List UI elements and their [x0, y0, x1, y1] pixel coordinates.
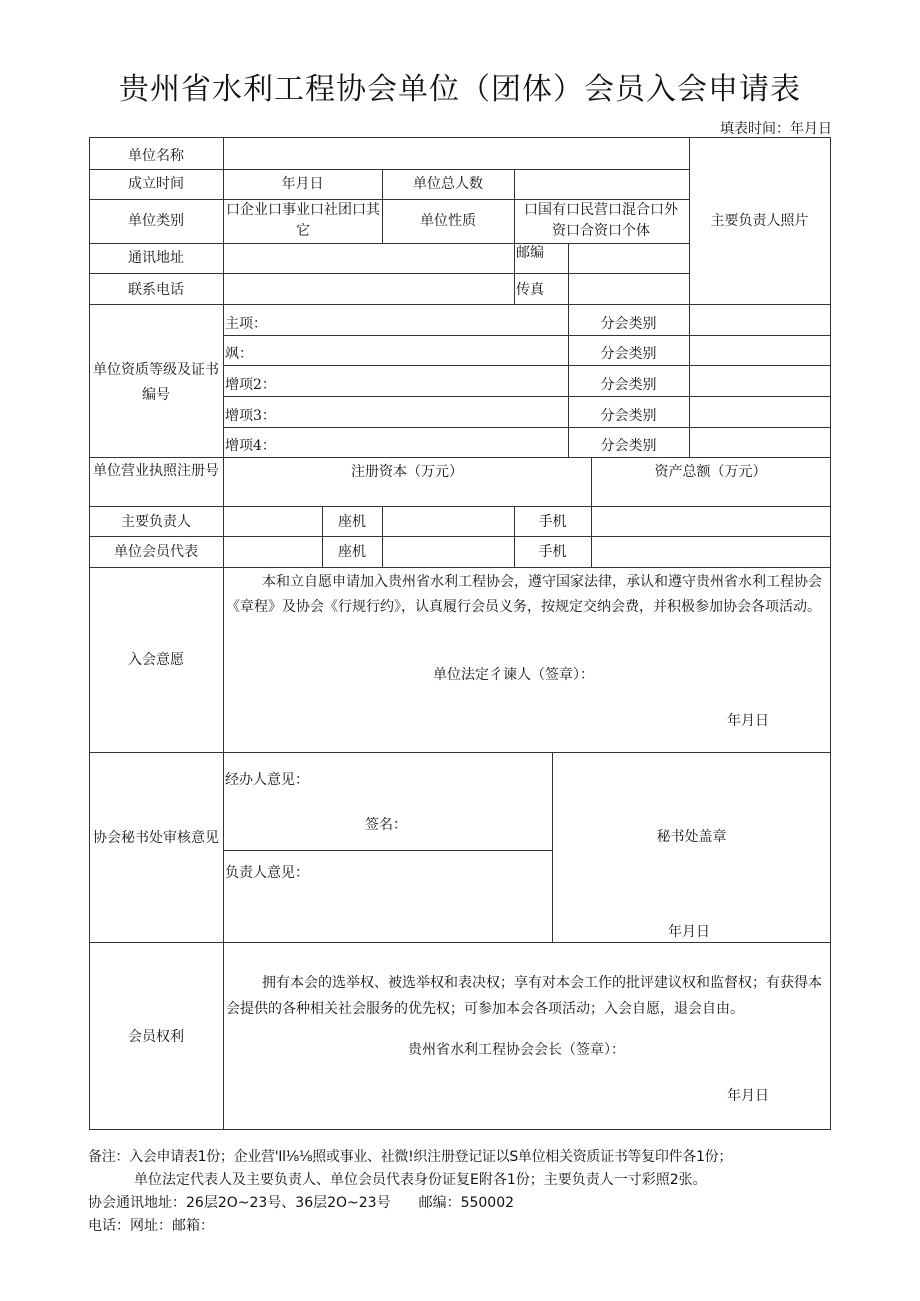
- label-unit-type: 单位类别: [128, 213, 184, 229]
- qual-item: 增项3：: [225, 408, 276, 424]
- label-address: 通讯地址: [128, 250, 184, 266]
- qual-item: 飒：: [225, 346, 253, 362]
- label-branch: 分会类别: [600, 377, 657, 393]
- label-landline: 座机: [338, 544, 366, 560]
- review-date: 年月日: [668, 924, 710, 940]
- rights-date: 年月日: [727, 1088, 769, 1104]
- intent-date: 年月日: [727, 713, 769, 729]
- qual-item: 增项2：: [225, 377, 276, 393]
- label-photo: 主要负责人照片: [710, 213, 809, 229]
- label-qualification: 单位资质等级及证书编号: [93, 362, 219, 403]
- label-reg-capital: 注册资本（万元）: [351, 464, 463, 480]
- label-branch: 分会类别: [600, 438, 657, 454]
- unit-nature-options: 口国有口民营口混合口外资口合资口个体: [524, 202, 678, 239]
- label-total-assets: 资产总额（万元）: [654, 464, 767, 480]
- label-mobile: 手机: [538, 514, 567, 530]
- note-line-3: 协会通讯地址：26层2O~23号、36层2O~23号 邮编：550002: [88, 1195, 515, 1211]
- rights-text: 拥有本会的选举权、被选举权和表决权；享有对本会工作的批评建议权和监督权；有获得本会提供的各种相关社会服务的优先权；可参加本会各项活动；入会自愿，退会自由。: [226, 975, 822, 1017]
- label-phone: 联系电话: [128, 282, 184, 298]
- value-founded: 年月日: [281, 176, 324, 192]
- rights-sign: 贵州省水利工程协会会长（签章）：: [408, 1042, 625, 1058]
- label-license: 单位营业执照注册号: [93, 463, 219, 479]
- label-review: 协会秘书处审核意见: [93, 830, 219, 846]
- label-founded: 成立时间: [128, 176, 184, 192]
- qual-item: 主项：: [225, 316, 267, 332]
- unit-type-options: 口企业口事业口社团口其它: [226, 202, 380, 239]
- label-branch: 分会类别: [600, 408, 657, 424]
- review-seal: 秘书处盖章: [656, 829, 727, 845]
- label-rep: 单位会员代表: [114, 544, 198, 560]
- label-postcode: 邮编: [516, 245, 544, 261]
- review-leader: 负责人意见：: [225, 865, 309, 881]
- label-branch: 分会类别: [600, 346, 657, 362]
- label-landline: 座机: [338, 514, 366, 530]
- label-unit-name: 单位名称: [128, 148, 184, 164]
- label-unit-nature: 单位性质: [420, 213, 476, 229]
- label-intent: 入会意愿: [128, 652, 184, 668]
- note-line-1: 备注：入会申请表1份；企业营'Il⅛⅛照或事业、社微!织注册登记证以S单位相关资质证书等复印件各1份；: [88, 1149, 733, 1165]
- page-title: 贵州省水利工程协会单位（团体）会员入会申请表: [119, 72, 801, 107]
- label-rights: 会员权利: [128, 1029, 184, 1045]
- qual-item: 增项4：: [225, 438, 276, 454]
- review-handler: 经办人意见：: [225, 772, 309, 788]
- fill-date: 填表时间：年月日: [720, 121, 832, 137]
- label-fax: 传真: [516, 282, 544, 298]
- note-line-4: 电话：网址：邮箱：: [88, 1218, 214, 1234]
- label-leader: 主要负责人: [121, 514, 191, 530]
- label-total-staff: 单位总人数: [413, 176, 483, 192]
- intent-sign: 单位法定彳谏人（签章）：: [433, 667, 594, 683]
- review-sign: 签名：: [365, 817, 407, 833]
- label-mobile: 手机: [538, 544, 567, 560]
- intent-text: 本和立自愿申请加入贵州省水利工程协会，遵守国家法律，承认和遵守贵州省水利工程协会《章程》及协会《行规行约》，认真履行会员义务，按规定交纳会费，并积极参加协会各项活动。: [226, 574, 822, 615]
- label-branch: 分会类别: [600, 316, 657, 332]
- note-line-2: 单位法定代表人及主要负责人、单位会员代表身份证复E附各1份；主要负责人一寸彩照2张。: [134, 1172, 707, 1188]
